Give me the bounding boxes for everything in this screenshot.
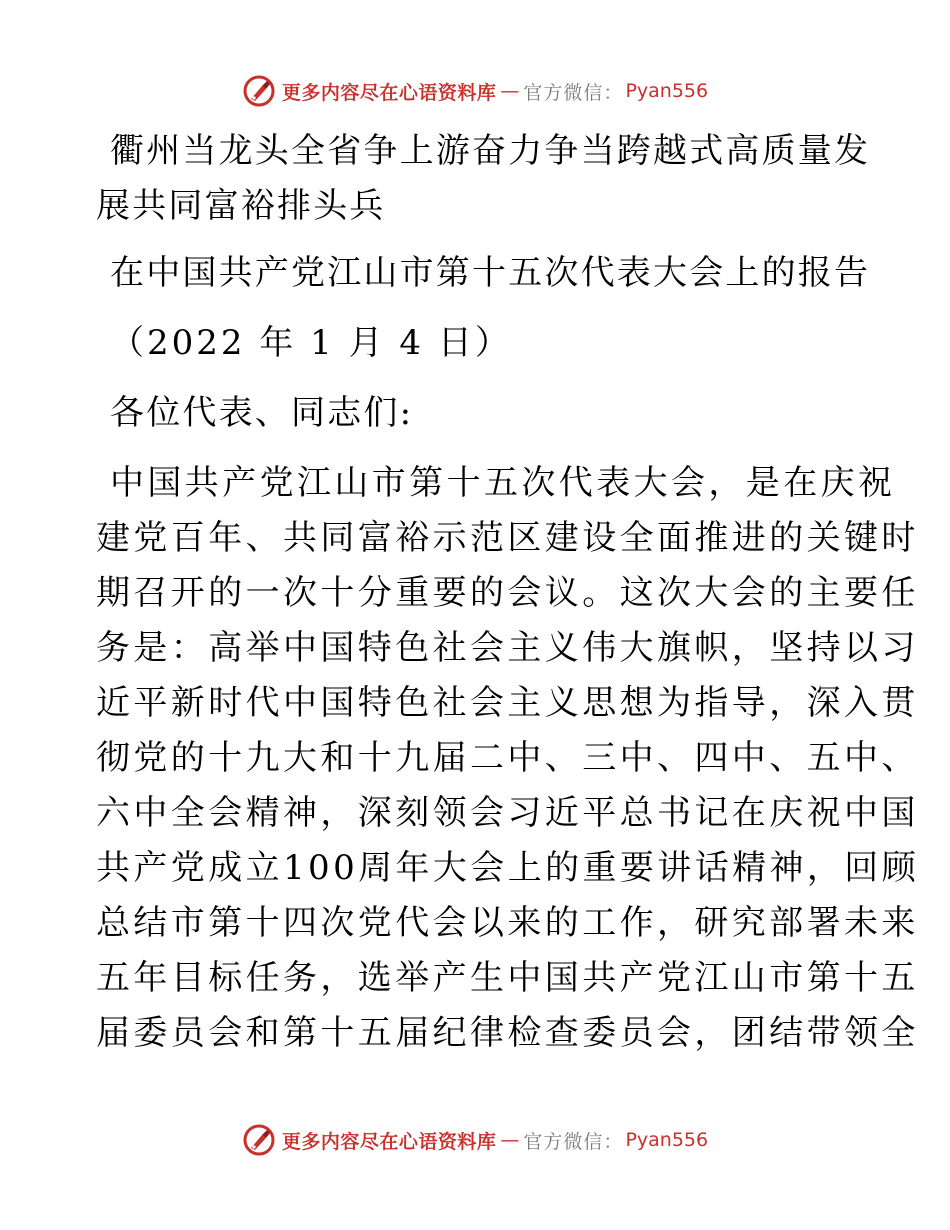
paragraph-line: 建党百年、共同富裕示范区建设全面推进的关键时 — [96, 518, 919, 558]
footer-watermark — [0, 1123, 950, 1157]
paragraph-line: 中国共产党江山市第十五次代表大会，是在庆祝 — [110, 463, 896, 503]
paragraph-line: 期召开的一次十分重要的会议。这次大会的主要任 — [96, 573, 919, 613]
watermark-dash: — — [500, 1129, 520, 1151]
watermark-dash: — — [500, 80, 520, 102]
watermark-main-text: 更多内容尽在心语资料库 — [281, 1130, 497, 1153]
paragraph-line: 彻党的十九大和十九届二中、三中、四中、五中、 — [96, 738, 919, 778]
document-date: （2022 年 1 月 4 日） — [110, 323, 512, 363]
document-salutation: 各位代表、同志们: — [110, 393, 414, 433]
document-subtitle: 在中国共产党江山市第十五次代表大会上的报告 — [110, 253, 871, 293]
watermark-wechat-id: Pyan556 — [625, 80, 709, 102]
header-watermark — [0, 74, 950, 108]
watermark-main-text: 更多内容尽在心语资料库 — [281, 81, 497, 104]
document-title-line-2: 展共同富裕排头兵 — [96, 186, 386, 226]
watermark-sub-text: 官方微信： — [523, 1130, 624, 1153]
paragraph-line: 共产党成立100周年大会上的重要讲话精神，回顾 — [96, 848, 920, 888]
document-paragraph — [96, 456, 920, 1061]
paragraph-line: 五年目标任务，选举产生中国共产党江山市第十五 — [96, 958, 919, 998]
paragraph-line: 六中全会精神，深刻领会习近平总书记在庆祝中国 — [96, 793, 919, 833]
fountain-pen-seal-icon — [242, 74, 276, 108]
paragraph-line: 总结市第十四次党代会以来的工作，研究部署未来 — [96, 903, 919, 943]
watermark-sub-text: 官方微信： — [523, 81, 624, 104]
paragraph-line: 届委员会和第十五届纪律检查委员会，团结带领全 — [96, 1013, 919, 1053]
document-title-line-1: 衢州当龙头全省争上游奋力争当跨越式高质量发 — [110, 131, 871, 171]
paragraph-line: 务是：高举中国特色社会主义伟大旗帜，坚持以习 — [96, 628, 919, 668]
document-body — [96, 124, 920, 1061]
watermark-wechat-id: Pyan556 — [625, 1129, 709, 1151]
fountain-pen-seal-icon — [242, 1123, 276, 1157]
paragraph-line: 近平新时代中国特色社会主义思想为指导，深入贯 — [96, 683, 919, 723]
